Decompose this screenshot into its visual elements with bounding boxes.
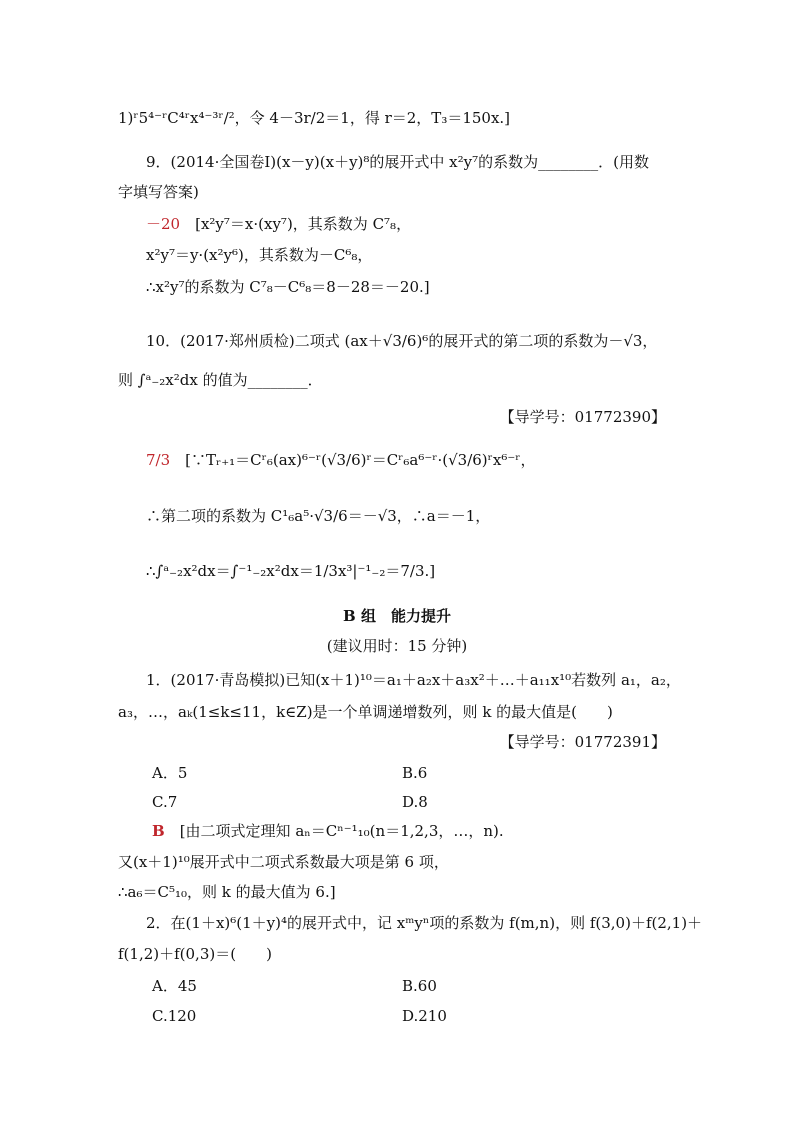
- reference-code-1: 【导学号：01772390】: [499, 408, 666, 426]
- reference-code-2: 【导学号：01772391】: [499, 733, 666, 751]
- question-1-line-1: 1．(2017·青岛模拟)已知(x＋1)¹⁰＝a₁＋a₂x＋a₃x²＋…＋a₁₁x¹⁰若数列 a₁，a₂，: [146, 671, 681, 689]
- question-9-line-2: 字填写答案): [118, 183, 199, 201]
- option-1-c: C.7: [152, 793, 178, 811]
- question-10-line-2: 则 ∫ᵃ₋₂x²dx 的值为________．: [118, 371, 323, 389]
- answer-1-line-3: ∴a₆＝C⁵₁₀，则 k 的最大值为 6.]: [118, 883, 336, 901]
- answer-9: [146, 213, 411, 235]
- answer-9-value: －20: [146, 215, 181, 233]
- answer-10-line-2: ∴第二项的系数为 C¹₆a⁵·√3/6＝－√3，∴a＝－1，: [146, 507, 491, 525]
- question-2-line-1: 2．在(1＋x)⁶(1＋y)⁴的展开式中，记 xᵐyⁿ项的系数为 f(m,n)，则 f(3,0)＋f(2,1)＋: [146, 914, 703, 932]
- answer-9-line-3: ∴x²y⁷的系数为 C⁷₈－C⁶₈＝8－28＝－20.]: [146, 278, 430, 296]
- answer-1-value: B: [152, 822, 165, 840]
- option-2-d: D.210: [402, 1007, 447, 1025]
- question-2-line-2: f(1,2)＋f(0,3)＝( ): [118, 945, 272, 963]
- section-heading: B 组 能力提升: [343, 607, 451, 625]
- answer-10: [146, 449, 535, 471]
- suggested-time: (建议用时：15 分钟): [326, 637, 468, 655]
- answer-1: [152, 820, 504, 842]
- option-1-d: D.8: [402, 793, 428, 811]
- option-2-b: B.60: [402, 977, 437, 995]
- answer-1-line-1: [由二项式定理知 aₙ＝Cⁿ⁻¹₁₀(n＝1,2,3，…，n).: [179, 822, 504, 840]
- answer-1-line-2: 又(x＋1)¹⁰展开式中二项式系数最大项是第 6 项，: [118, 853, 449, 871]
- answer-10-value: 7/3: [146, 451, 171, 469]
- answer-9-line-1: [x²y⁷＝x·(xy⁷)，其系数为 C⁷₈，: [195, 215, 412, 233]
- question-9-line-1: 9．(2014·全国卷Ⅰ)(x－y)(x＋y)⁸的展开式中 x²y⁷的系数为________．(用数: [146, 153, 649, 171]
- answer-10-line-1: [∵Tᵣ₊₁＝Cʳ₆(ax)⁶⁻ʳ(√3/6)ʳ＝Cʳ₆a⁶⁻ʳ·(√3/6)ʳx⁶⁻ʳ，: [185, 451, 536, 469]
- question-10-line-1: 10．(2017·郑州质检)二项式 (ax＋√3/6)⁶的展开式的第二项的系数为－√3，: [146, 332, 658, 350]
- question-1-line-2: a₃，…，aₖ(1≤k≤11，k∈Z)是一个单调递增数列，则 k 的最大值是( ): [118, 703, 613, 721]
- option-1-a: A．5: [152, 764, 188, 782]
- option-1-b: B.6: [402, 764, 428, 782]
- option-2-a: A．45: [152, 977, 197, 995]
- answer-9-line-2: x²y⁷＝y·(x²y⁶)，其系数为－C⁶₈，: [146, 246, 373, 264]
- answer-10-line-3: ∴∫ᵃ₋₂x²dx＝∫⁻¹₋₂x²dx＝1/3x³|⁻¹₋₂＝7/3.]: [146, 562, 436, 580]
- prev-answer-tail: 1)ʳ5⁴⁻ʳC⁴ʳx⁴⁻³ʳ/²，令 4－3r/2＝1，得 r＝2，T₃＝150x.]: [118, 109, 511, 127]
- option-2-c: C.120: [152, 1007, 197, 1025]
